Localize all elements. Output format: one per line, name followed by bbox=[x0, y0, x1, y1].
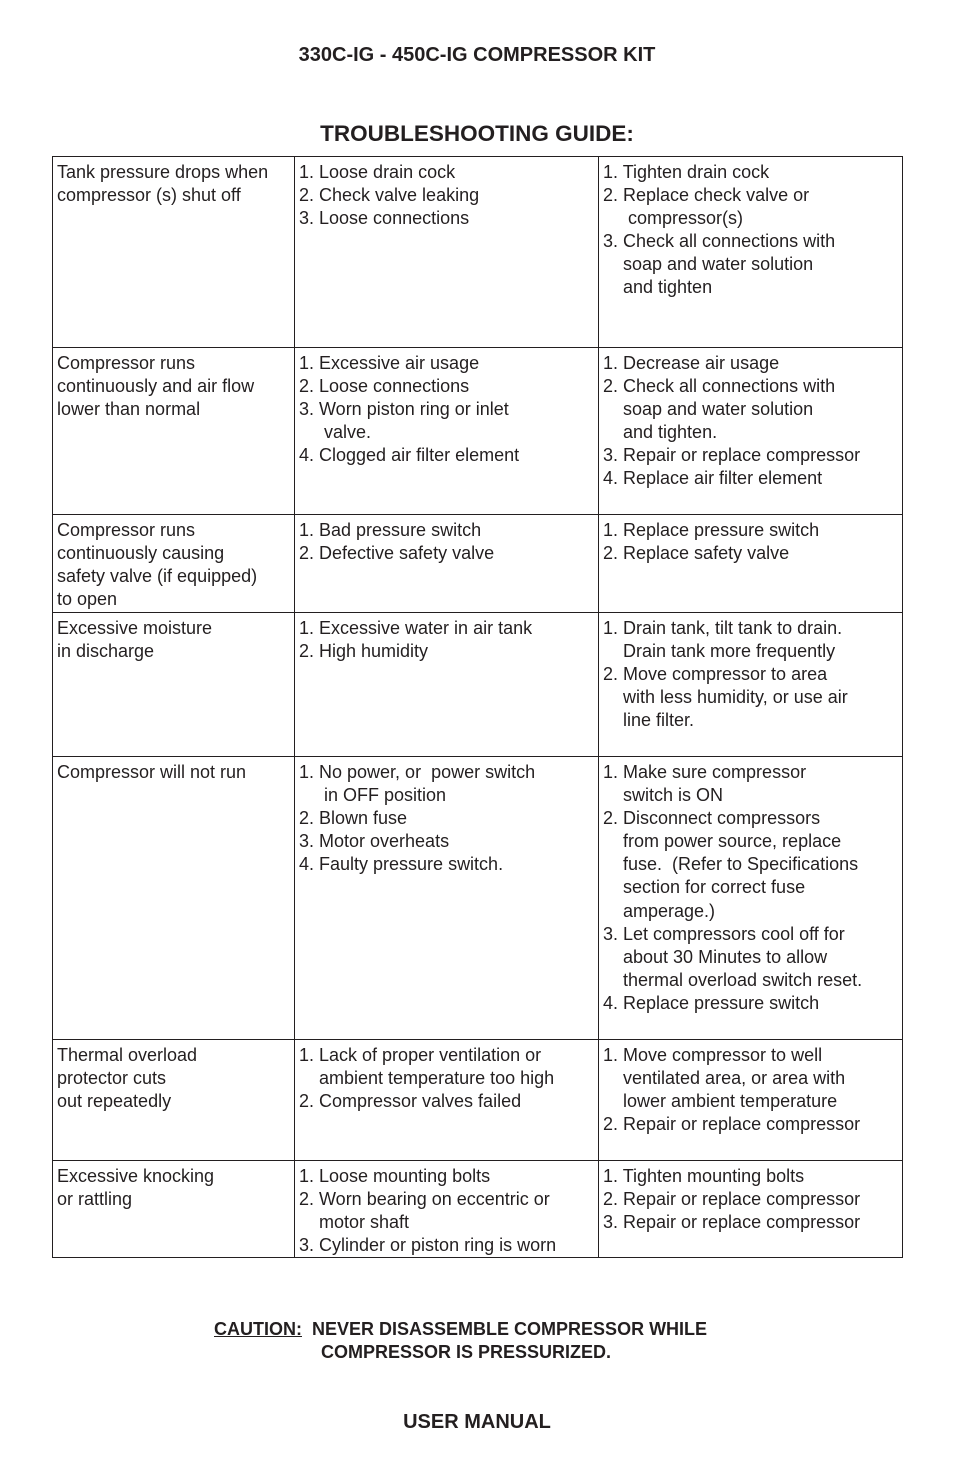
action-text-line: 1. Replace pressure switch bbox=[603, 520, 820, 540]
cause-text-line: 3. Loose connections bbox=[299, 208, 470, 229]
caution-label: CAUTION: bbox=[214, 1319, 302, 1339]
problem-text-line: Compressor runs bbox=[57, 353, 196, 373]
problem-text-line: to open bbox=[57, 589, 118, 610]
problem-cell bbox=[53, 757, 295, 1040]
action-text-line: about 30 Minutes to allow bbox=[603, 946, 828, 967]
cause-text-line: 2. Compressor valves failed bbox=[299, 1091, 522, 1112]
action-text-line: thermal overload switch reset. bbox=[603, 969, 863, 990]
problem-cell bbox=[53, 613, 295, 757]
table-row bbox=[53, 515, 903, 613]
table-row bbox=[53, 157, 903, 348]
problem-text-line: Excessive moisture bbox=[57, 618, 213, 638]
problem-text-line: safety valve (if equipped) bbox=[57, 566, 258, 587]
cause-text-line: 3. Cylinder or piston ring is worn bbox=[299, 1235, 557, 1256]
action-text-line: 3. Repair or replace compressor bbox=[603, 1212, 861, 1233]
action-cell bbox=[599, 757, 903, 1040]
action-text-line: 2. Replace check valve or bbox=[603, 185, 810, 206]
cause-text-line: 2. Loose connections bbox=[299, 376, 470, 397]
table-row bbox=[53, 1161, 903, 1258]
action-text-line: soap and water solution bbox=[603, 399, 814, 420]
cause-cell bbox=[295, 613, 599, 757]
footer-user-manual: USER MANUAL bbox=[403, 1411, 551, 1433]
problem-text-line: Compressor will not run bbox=[57, 762, 247, 782]
action-cell bbox=[599, 1161, 903, 1258]
action-text-line: line filter. bbox=[603, 710, 695, 731]
troubleshooting-table bbox=[52, 156, 903, 1258]
action-text-line: switch is ON bbox=[603, 785, 724, 806]
action-text-line: with less humidity, or use air bbox=[603, 687, 848, 708]
cause-text-line: 1. Loose mounting bolts bbox=[299, 1166, 491, 1186]
action-text-line: 4. Replace pressure switch bbox=[603, 992, 820, 1013]
caution-line-1: NEVER DISASSEMBLE COMPRESSOR WHILE bbox=[312, 1319, 708, 1339]
action-text-line: 1. Move compressor to well bbox=[603, 1045, 823, 1065]
cause-text-line: 2. Blown fuse bbox=[299, 808, 408, 829]
action-text-line: compressor(s) bbox=[603, 208, 744, 229]
problem-text-line: lower than normal bbox=[57, 399, 201, 420]
action-text-line: 1. Tighten drain cock bbox=[603, 162, 770, 182]
problem-cell bbox=[53, 348, 295, 515]
action-text-line: 3. Let compressors cool off for bbox=[603, 923, 845, 944]
problem-text-line: Excessive knocking bbox=[57, 1166, 215, 1186]
problem-text-line: out repeatedly bbox=[57, 1091, 172, 1112]
problem-text-line: continuously causing bbox=[57, 543, 225, 564]
action-text-line: soap and water solution bbox=[603, 254, 814, 275]
troubleshooting-table-body bbox=[53, 157, 903, 1258]
action-text-line: and tighten. bbox=[603, 422, 718, 443]
cause-text-line: 3. Motor overheats bbox=[299, 831, 450, 852]
problem-text-line: Tank pressure drops when bbox=[57, 162, 269, 182]
table-row bbox=[53, 348, 903, 515]
action-text-line: 2. Replace safety valve bbox=[603, 543, 790, 564]
caution-line-2: COMPRESSOR IS PRESSURIZED. bbox=[321, 1341, 612, 1362]
cause-cell bbox=[295, 348, 599, 515]
cause-text-line: ambient temperature too high bbox=[299, 1068, 555, 1089]
action-text-line: 2. Repair or replace compressor bbox=[603, 1189, 861, 1210]
cause-text-line: 4. Faulty pressure switch. bbox=[299, 854, 504, 875]
action-text-line: 1. Decrease air usage bbox=[603, 353, 780, 373]
problem-text-line: Compressor runs bbox=[57, 520, 196, 540]
problem-cell bbox=[53, 515, 295, 613]
table-row bbox=[53, 1040, 903, 1161]
action-text-line: from power source, replace bbox=[603, 831, 842, 852]
action-text-line: ventilated area, or area with bbox=[603, 1068, 846, 1089]
action-text-line: fuse. (Refer to Specifications bbox=[603, 854, 859, 875]
problem-cell bbox=[53, 1161, 295, 1258]
cause-text-line: motor shaft bbox=[299, 1212, 410, 1233]
action-text-line: 2. Disconnect compressors bbox=[603, 808, 821, 829]
action-text-line: 4. Replace air filter element bbox=[603, 468, 823, 489]
action-cell bbox=[599, 515, 903, 613]
cause-text-line: 1. No power, or power switch bbox=[299, 762, 536, 782]
action-text-line: section for correct fuse bbox=[603, 877, 806, 898]
table-row bbox=[53, 613, 903, 757]
cause-text-line: 4. Clogged air filter element bbox=[299, 445, 520, 466]
problem-cell bbox=[53, 157, 295, 348]
cause-text-line: 2. Defective safety valve bbox=[299, 543, 495, 564]
action-text-line: and tighten bbox=[603, 277, 713, 298]
action-cell bbox=[599, 613, 903, 757]
cause-text-line: 2. Check valve leaking bbox=[299, 185, 480, 206]
table-row bbox=[53, 757, 903, 1040]
action-cell bbox=[599, 348, 903, 515]
problem-text-line: Thermal overload bbox=[57, 1045, 198, 1065]
cause-cell bbox=[295, 515, 599, 613]
cause-text-line: 1. Bad pressure switch bbox=[299, 520, 482, 540]
cause-text-line: in OFF position bbox=[299, 785, 447, 806]
action-text-line: 2. Move compressor to area bbox=[603, 664, 828, 685]
problem-text-line: in discharge bbox=[57, 641, 155, 662]
problem-cell bbox=[53, 1040, 295, 1161]
problem-text-line: compressor (s) shut off bbox=[57, 185, 241, 206]
cause-cell bbox=[295, 1161, 599, 1258]
problem-text-line: or rattling bbox=[57, 1189, 133, 1210]
action-text-line: 2. Repair or replace compressor bbox=[603, 1114, 861, 1135]
troubleshooting-guide-title: TROUBLESHOOTING GUIDE: bbox=[320, 121, 634, 146]
document-title: 330C-IG - 450C-IG COMPRESSOR KIT bbox=[298, 44, 656, 66]
cause-text-line: 3. Worn piston ring or inlet bbox=[299, 399, 509, 420]
action-text-line: Drain tank more frequently bbox=[603, 641, 836, 662]
problem-text-line: continuously and air flow bbox=[57, 376, 255, 397]
cause-text-line: 1. Excessive water in air tank bbox=[299, 618, 533, 638]
cause-text-line: 2. Worn bearing on eccentric or bbox=[299, 1189, 550, 1210]
action-text-line: 1. Tighten mounting bolts bbox=[603, 1166, 805, 1186]
cause-cell bbox=[295, 757, 599, 1040]
action-cell bbox=[599, 157, 903, 348]
cause-text-line: 2. High humidity bbox=[299, 641, 429, 662]
action-cell bbox=[599, 1040, 903, 1161]
cause-cell bbox=[295, 157, 599, 348]
cause-text-line: 1. Loose drain cock bbox=[299, 162, 456, 182]
cause-text-line: valve. bbox=[299, 422, 372, 443]
action-text-line: 2. Check all connections with bbox=[603, 376, 836, 397]
problem-text-line: protector cuts bbox=[57, 1068, 167, 1089]
action-text-line: 1. Make sure compressor bbox=[603, 762, 807, 782]
action-text-line: 1. Drain tank, tilt tank to drain. bbox=[603, 618, 843, 638]
cause-text-line: 1. Lack of proper ventilation or bbox=[299, 1045, 542, 1065]
caution-notice bbox=[214, 1318, 707, 1363]
action-text-line: 3. Repair or replace compressor bbox=[603, 445, 861, 466]
action-text-line: 3. Check all connections with bbox=[603, 231, 836, 252]
cause-text-line: 1. Excessive air usage bbox=[299, 353, 480, 373]
cause-cell bbox=[295, 1040, 599, 1161]
action-text-line: amperage.) bbox=[603, 900, 716, 921]
action-text-line: lower ambient temperature bbox=[603, 1091, 838, 1112]
